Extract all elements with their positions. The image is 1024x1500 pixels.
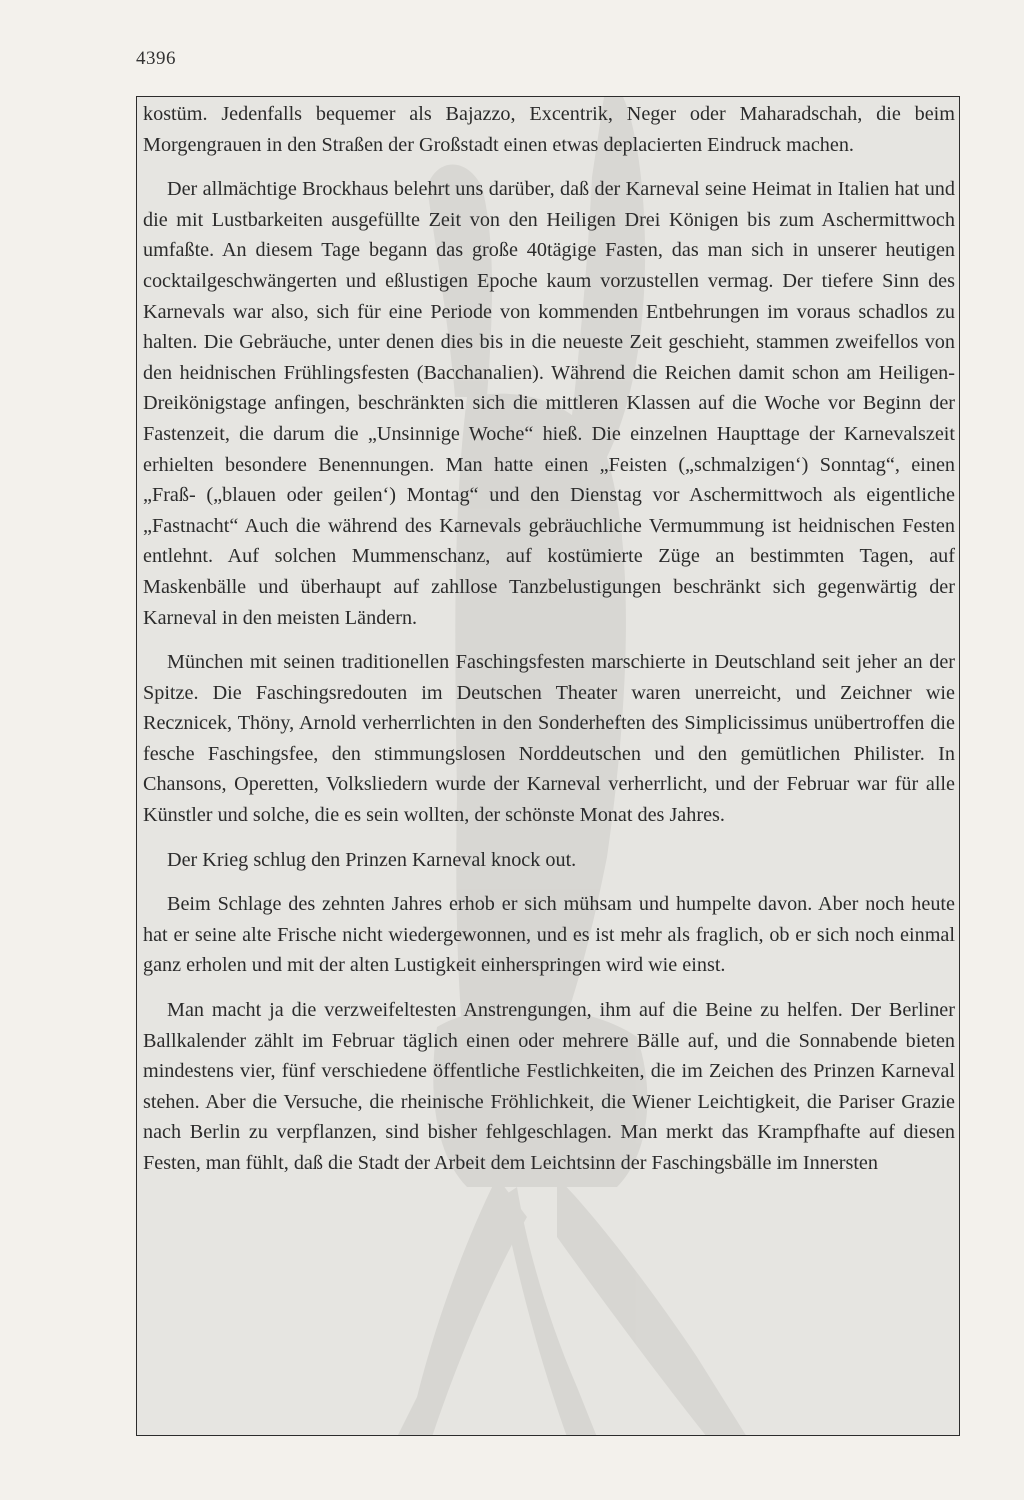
article-text (143, 99, 955, 1179)
paragraph-1: kostüm. Jedenfalls bequemer als Bajazzo, Excentrik, Neger oder Maharadschah, die beim Morgengrauen in den Straßen der Großstadt einen etwas deplacierten Eindruck machen. (143, 103, 955, 156)
text-frame (136, 96, 960, 1436)
paragraph-3: München mit seinen traditionellen Faschingsfesten marschierte in Deutschland seit jeher an der Spitze. Die Faschingsredouten im Deutschen Theater waren unerreicht, und Zeichner wie Recznicek, Thöny, Arnold verherrlichten in den Sonderheften des Simplicissimus unübertroffen die fesche Faschingsfee, den stimmungslosen Norddeutschen und den gemütlichen Philister. In Chansons, Operetten, Volksliedern wurde der Karneval verherrlicht, und der Februar war für alle Künstler und solche, die es sein wollten, der schönste Monat des Jahres. (143, 651, 955, 827)
page-number: 4396 (136, 48, 176, 69)
paragraph-2: Der allmächtige Brockhaus belehrt uns darüber, daß der Karneval seine Heimat in Italien hat und die mit Lustbarkeiten ausgefüllte Zeit von den Heiligen Drei Königen bis zum Aschermittwoch umfaßte. An diesem Tage begann das große 40tägige Fasten, das man sich in unserer heutigen cocktailgeschwängerten und eßlustigen Epoche kaum vorzustellen vermag. Der tiefere Sinn des Karnevals war also, sich für eine Periode von kommenden Entbehrungen im voraus schadlos zu halten. Die Gebräuche, unter denen dies bis in die neueste Zeit geschieht, stammen zweifellos von den heidnischen Frühlingsfesten (Bacchanalien). Während die Reichen damit schon am Heiligen-Dreikönigstage anfingen, beschränkten sich die mittleren Klassen auf die Woche vor Beginn der Fastenzeit, die darum die „Unsinnige Woche“ hieß. Die einzelnen Haupttage der Karnevalszeit erhielten besondere Benennungen. Man hatte einen „Feisten („schmalzigen‘) Sonntag“, einen „Fraß- („blauen oder geilen‘) Montag“ und den Dienstag vor Aschermittwoch als eigentliche „Fastnacht“ Auch die während des Karnevals gebräuchliche Vermummung ist heidnischen Festen entlehnt. Auf solchen Mummenschanz, auf kostümierte Züge an bestimmten Tagen, auf Maskenbälle und überhaupt auf zahllose Tanzbelustigungen beschränkt sich gegenwärtig der Karneval in den meisten Ländern. (143, 178, 955, 629)
paragraph-5: Beim Schlage des zehnten Jahres erhob er sich mühsam und humpelte davon. Aber noch heute hat er seine alte Frische nicht wiedergewonnen, und es ist mehr als fraglich, ob er sich noch einmal ganz erholen und mit der alten Lustigkeit einherspringen wird wie einst. (143, 893, 955, 977)
paragraph-4: Der Krieg schlug den Prinzen Karneval knock out. (167, 848, 577, 871)
paragraph-6: Man macht ja die verzweifeltesten Anstrengungen, ihm auf die Beine zu helfen. Der Berliner Ballkalender zählt im Februar täglich einen oder mehrere Bälle auf, und die Sonnabende bieten mindestens vier, fünf verschiedene öffentliche Festlichkeiten, die im Zeichen des Prinzen Karneval stehen. Aber die Versuche, die rheinische Fröhlichkeit, die Wiener Leichtigkeit, die Pariser Grazie nach Berlin zu verpflanzen, sind bisher fehlgeschlagen. Man merkt das Krampfhafte auf diesen Festen, man fühlt, daß die Stadt der Arbeit dem Leichtsinn der Faschingsbälle im Innersten (143, 999, 955, 1174)
